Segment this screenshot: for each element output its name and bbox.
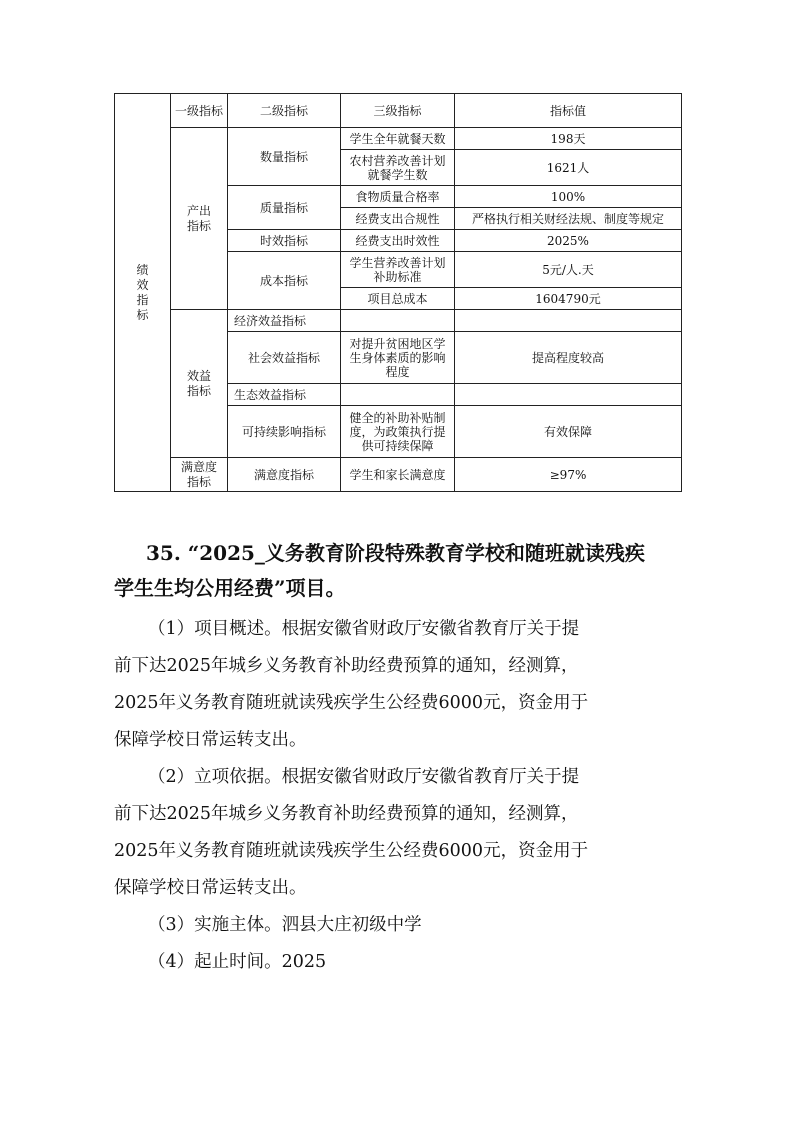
indicator-value: 1604790元 xyxy=(455,288,682,310)
paragraph-implementer: （3）实施主体。泗县大庄初级中学 xyxy=(148,915,422,935)
cost-indicator: 成本指标 xyxy=(228,252,341,310)
header-level1: 一级指标 xyxy=(171,94,228,128)
section-heading-line1: 35. “2025_义务教育阶段特殊教育学校和随班就读残疾 xyxy=(146,541,645,565)
economic-benefit-indicator: 经济效益指标 xyxy=(228,310,341,332)
indicator-value: 严格执行相关财经法规、制度等规定 xyxy=(455,208,682,230)
satisfaction-level2: 满意度指标 xyxy=(228,458,341,492)
satisfaction-indicator-cell xyxy=(171,458,228,492)
quantity-indicator: 数量指标 xyxy=(228,128,341,186)
quality-indicator: 质量指标 xyxy=(228,186,341,230)
indicator-value: 1621人 xyxy=(455,150,682,186)
indicator-name: 学生和家长满意度 xyxy=(341,458,455,492)
indicator-value: 2025% xyxy=(455,230,682,252)
paragraph-basis-line3: 2025年义务教育随班就读残疾学生公经费6000元，资金用于 xyxy=(114,841,589,861)
output-indicator-cell xyxy=(171,128,228,310)
indicator-value: 100% xyxy=(455,186,682,208)
indicator-name: 学生全年就餐天数 xyxy=(341,128,455,150)
paragraph-overview-line2: 前下达2025年城乡义务教育补助经费预算的通知，经测算， xyxy=(114,656,579,676)
section-heading-line2: 学生生均公用经费”项目。 xyxy=(114,576,346,600)
social-benefit-indicator: 社会效益指标 xyxy=(228,332,341,384)
header-value: 指标值 xyxy=(455,94,682,128)
outer-category-cell xyxy=(115,94,171,492)
indicator-name: 经费支出合规性 xyxy=(341,208,455,230)
indicator-value: ≥97% xyxy=(455,458,682,492)
indicator-value xyxy=(455,310,682,332)
indicator-name: 经费支出时效性 xyxy=(341,230,455,252)
indicator-name: 学生营养改善计划补助标准 xyxy=(341,252,455,288)
satisfaction-indicator-label: 满意度指标 xyxy=(180,459,217,489)
paragraph-overview-line1: （1）项目概述。根据安徽省财政厅安徽省教育厅关于提 xyxy=(148,619,580,639)
indicator-name xyxy=(341,310,455,332)
indicator-value: 有效保障 xyxy=(455,406,682,458)
sustainable-impact-indicator: 可持续影响指标 xyxy=(228,406,341,458)
indicator-name: 农村营养改善计划就餐学生数 xyxy=(341,150,455,186)
indicator-value: 提高程度较高 xyxy=(455,332,682,384)
outer-category-label: 绩效指标 xyxy=(136,262,149,322)
paragraph-basis-line4: 保障学校日常运转支出。 xyxy=(114,878,307,898)
indicator-value xyxy=(455,384,682,406)
indicator-name: 健全的补助补贴制度，为政策执行提供可持续保障 xyxy=(341,406,455,458)
indicator-name: 项目总成本 xyxy=(341,288,455,310)
paragraph-basis-line1: （2）立项依据。根据安徽省财政厅安徽省教育厅关于提 xyxy=(148,767,580,787)
indicator-value: 5元/人.天 xyxy=(455,252,682,288)
indicator-value: 198天 xyxy=(455,128,682,150)
header-level2: 二级指标 xyxy=(228,94,341,128)
indicator-name xyxy=(341,384,455,406)
paragraph-overview-line3: 2025年义务教育随班就读残疾学生公经费6000元，资金用于 xyxy=(114,693,589,713)
header-level3: 三级指标 xyxy=(341,94,455,128)
timeliness-indicator: 时效指标 xyxy=(228,230,341,252)
output-indicator-label: 产出指标 xyxy=(186,203,211,233)
indicator-name: 对提升贫困地区学生身体素质的影响程度 xyxy=(341,332,455,384)
paragraph-basis-line2: 前下达2025年城乡义务教育补助经费预算的通知，经测算， xyxy=(114,804,579,824)
paragraph-duration: （4）起止时间。2025 xyxy=(148,952,327,972)
paragraph-overview-line4: 保障学校日常运转支出。 xyxy=(114,730,307,750)
benefit-indicator-label: 效益指标 xyxy=(186,368,211,398)
performance-indicator-table xyxy=(114,93,682,492)
ecological-benefit-indicator: 生态效益指标 xyxy=(228,384,341,406)
indicator-name: 食物质量合格率 xyxy=(341,186,455,208)
benefit-indicator-cell xyxy=(171,310,228,458)
